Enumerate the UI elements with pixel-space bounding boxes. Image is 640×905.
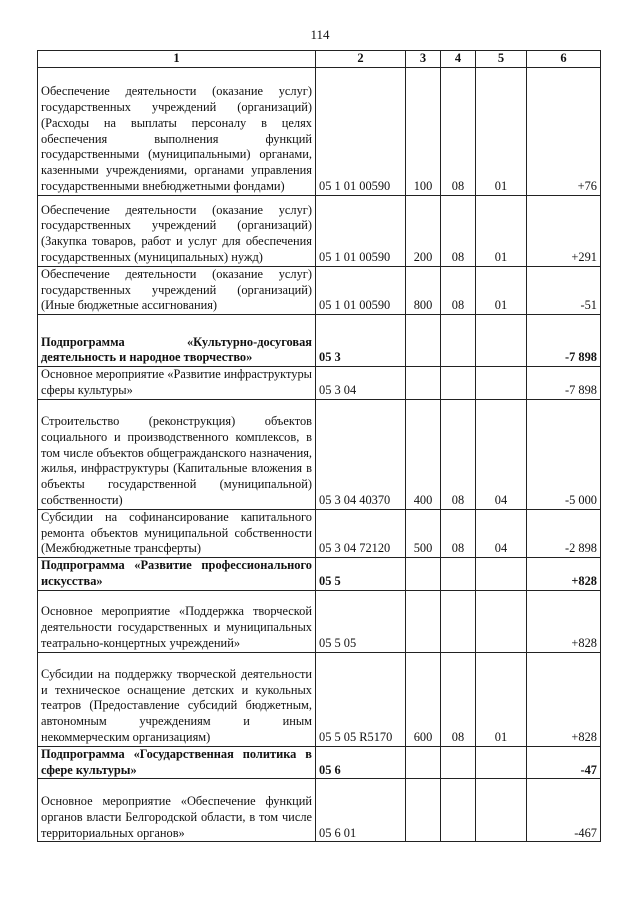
row-expense-type <box>406 590 441 652</box>
row-code: 05 3 <box>316 315 406 367</box>
row-name: Обеспечение деятельности (оказание услуг) государственных учреждений (организаций) (Закупка товаров, работ и услуг для обеспечения государственных (муниципальных) нужд) <box>38 195 316 266</box>
row-amount: -5 000 <box>527 399 601 509</box>
row-subsection <box>476 367 527 400</box>
row-subsection: 04 <box>476 509 527 557</box>
budget-table <box>37 50 601 842</box>
row-subsection <box>476 590 527 652</box>
header-cell: 1 <box>38 51 316 68</box>
row-amount: -7 898 <box>527 315 601 367</box>
header-cell: 5 <box>476 51 527 68</box>
row-expense-type <box>406 779 441 842</box>
table-row <box>38 590 601 652</box>
row-section: 08 <box>441 652 476 746</box>
row-amount: -467 <box>527 779 601 842</box>
row-code: 05 3 04 72120 <box>316 509 406 557</box>
row-section <box>441 779 476 842</box>
table-row <box>38 315 601 367</box>
row-subsection <box>476 746 527 779</box>
header-cell: 6 <box>527 51 601 68</box>
header-cell: 2 <box>316 51 406 68</box>
row-code: 05 3 04 40370 <box>316 399 406 509</box>
table-row <box>38 195 601 266</box>
row-code: 05 6 01 <box>316 779 406 842</box>
table-row <box>38 399 601 509</box>
table-row <box>38 67 601 195</box>
row-name: Основное мероприятие «Поддержка творческой деятельности государственных и муниципальных театрально-концертных учреждений» <box>38 590 316 652</box>
row-expense-type: 200 <box>406 195 441 266</box>
table-row <box>38 509 601 557</box>
row-name: Субсидии на поддержку творческой деятельности и техническое оснащение детских и кукольных театров (Предоставление субсидий бюджетным, автономным учреждениям и иным некоммерческим организациям) <box>38 652 316 746</box>
row-name: Подпрограмма «Развитие профессионального искусства» <box>38 558 316 591</box>
header-row <box>38 51 601 68</box>
row-amount: -47 <box>527 746 601 779</box>
row-amount: -2 898 <box>527 509 601 557</box>
row-code: 05 5 05 <box>316 590 406 652</box>
row-section <box>441 367 476 400</box>
row-expense-type: 600 <box>406 652 441 746</box>
row-subsection: 01 <box>476 195 527 266</box>
row-name: Строительство (реконструкция) объектов социального и производственного комплексов, в том числе объектов общегражданского назначения, жилья, инфраструктуры (Капитальные вложения в объекты государственной (муниципальной) собственности) <box>38 399 316 509</box>
row-name: Обеспечение деятельности (оказание услуг) государственных учреждений (организаций) (Расходы на выплаты персоналу в целях обеспечения выполнения функций государственными (муниципальными) органами, казенными учреждениями, органами управления государственными внебюджетными фондами) <box>38 67 316 195</box>
row-section: 08 <box>441 67 476 195</box>
header-cell: 3 <box>406 51 441 68</box>
table-row <box>38 779 601 842</box>
table-row <box>38 266 601 314</box>
row-code: 05 6 <box>316 746 406 779</box>
row-code: 05 5 05 R5170 <box>316 652 406 746</box>
row-amount: +828 <box>527 558 601 591</box>
table-row <box>38 746 601 779</box>
row-subsection <box>476 779 527 842</box>
row-amount: +291 <box>527 195 601 266</box>
row-subsection: 04 <box>476 399 527 509</box>
row-name: Основное мероприятие «Обеспечение функций органов власти Белгородской области, в том числе территориальных органов» <box>38 779 316 842</box>
row-name: Подпрограмма «Культурно-досуговая деятельность и народное творчество» <box>38 315 316 367</box>
row-expense-type <box>406 367 441 400</box>
row-section: 08 <box>441 509 476 557</box>
row-expense-type: 800 <box>406 266 441 314</box>
row-section: 08 <box>441 399 476 509</box>
row-section: 08 <box>441 195 476 266</box>
row-code: 05 5 <box>316 558 406 591</box>
row-name: Основное мероприятие «Развитие инфраструктуры сферы культуры» <box>38 367 316 400</box>
row-subsection: 01 <box>476 652 527 746</box>
header-cell: 4 <box>441 51 476 68</box>
row-subsection: 01 <box>476 67 527 195</box>
row-subsection <box>476 315 527 367</box>
row-expense-type <box>406 746 441 779</box>
page-number: 114 <box>310 27 330 42</box>
row-section <box>441 558 476 591</box>
row-code: 05 1 01 00590 <box>316 266 406 314</box>
row-code: 05 3 04 <box>316 367 406 400</box>
row-name: Субсидии на софинансирование капитального ремонта объектов муниципальной собственности (Межбюджетные трансферты) <box>38 509 316 557</box>
table-row <box>38 652 601 746</box>
row-expense-type <box>406 315 441 367</box>
row-name: Подпрограмма «Государственная политика в сфере культуры» <box>38 746 316 779</box>
row-subsection <box>476 558 527 591</box>
row-expense-type: 100 <box>406 67 441 195</box>
row-name: Обеспечение деятельности (оказание услуг) государственных учреждений (организаций) (Иные бюджетные ассигнования) <box>38 266 316 314</box>
row-subsection: 01 <box>476 266 527 314</box>
row-amount: +76 <box>527 67 601 195</box>
row-section <box>441 315 476 367</box>
row-amount: -51 <box>527 266 601 314</box>
row-code: 05 1 01 00590 <box>316 195 406 266</box>
row-expense-type <box>406 558 441 591</box>
row-section <box>441 746 476 779</box>
row-amount: -7 898 <box>527 367 601 400</box>
row-section <box>441 590 476 652</box>
row-amount: +828 <box>527 590 601 652</box>
table-row <box>38 558 601 591</box>
row-expense-type: 400 <box>406 399 441 509</box>
table-row <box>38 367 601 400</box>
row-code: 05 1 01 00590 <box>316 67 406 195</box>
row-amount: +828 <box>527 652 601 746</box>
row-section: 08 <box>441 266 476 314</box>
row-expense-type: 500 <box>406 509 441 557</box>
